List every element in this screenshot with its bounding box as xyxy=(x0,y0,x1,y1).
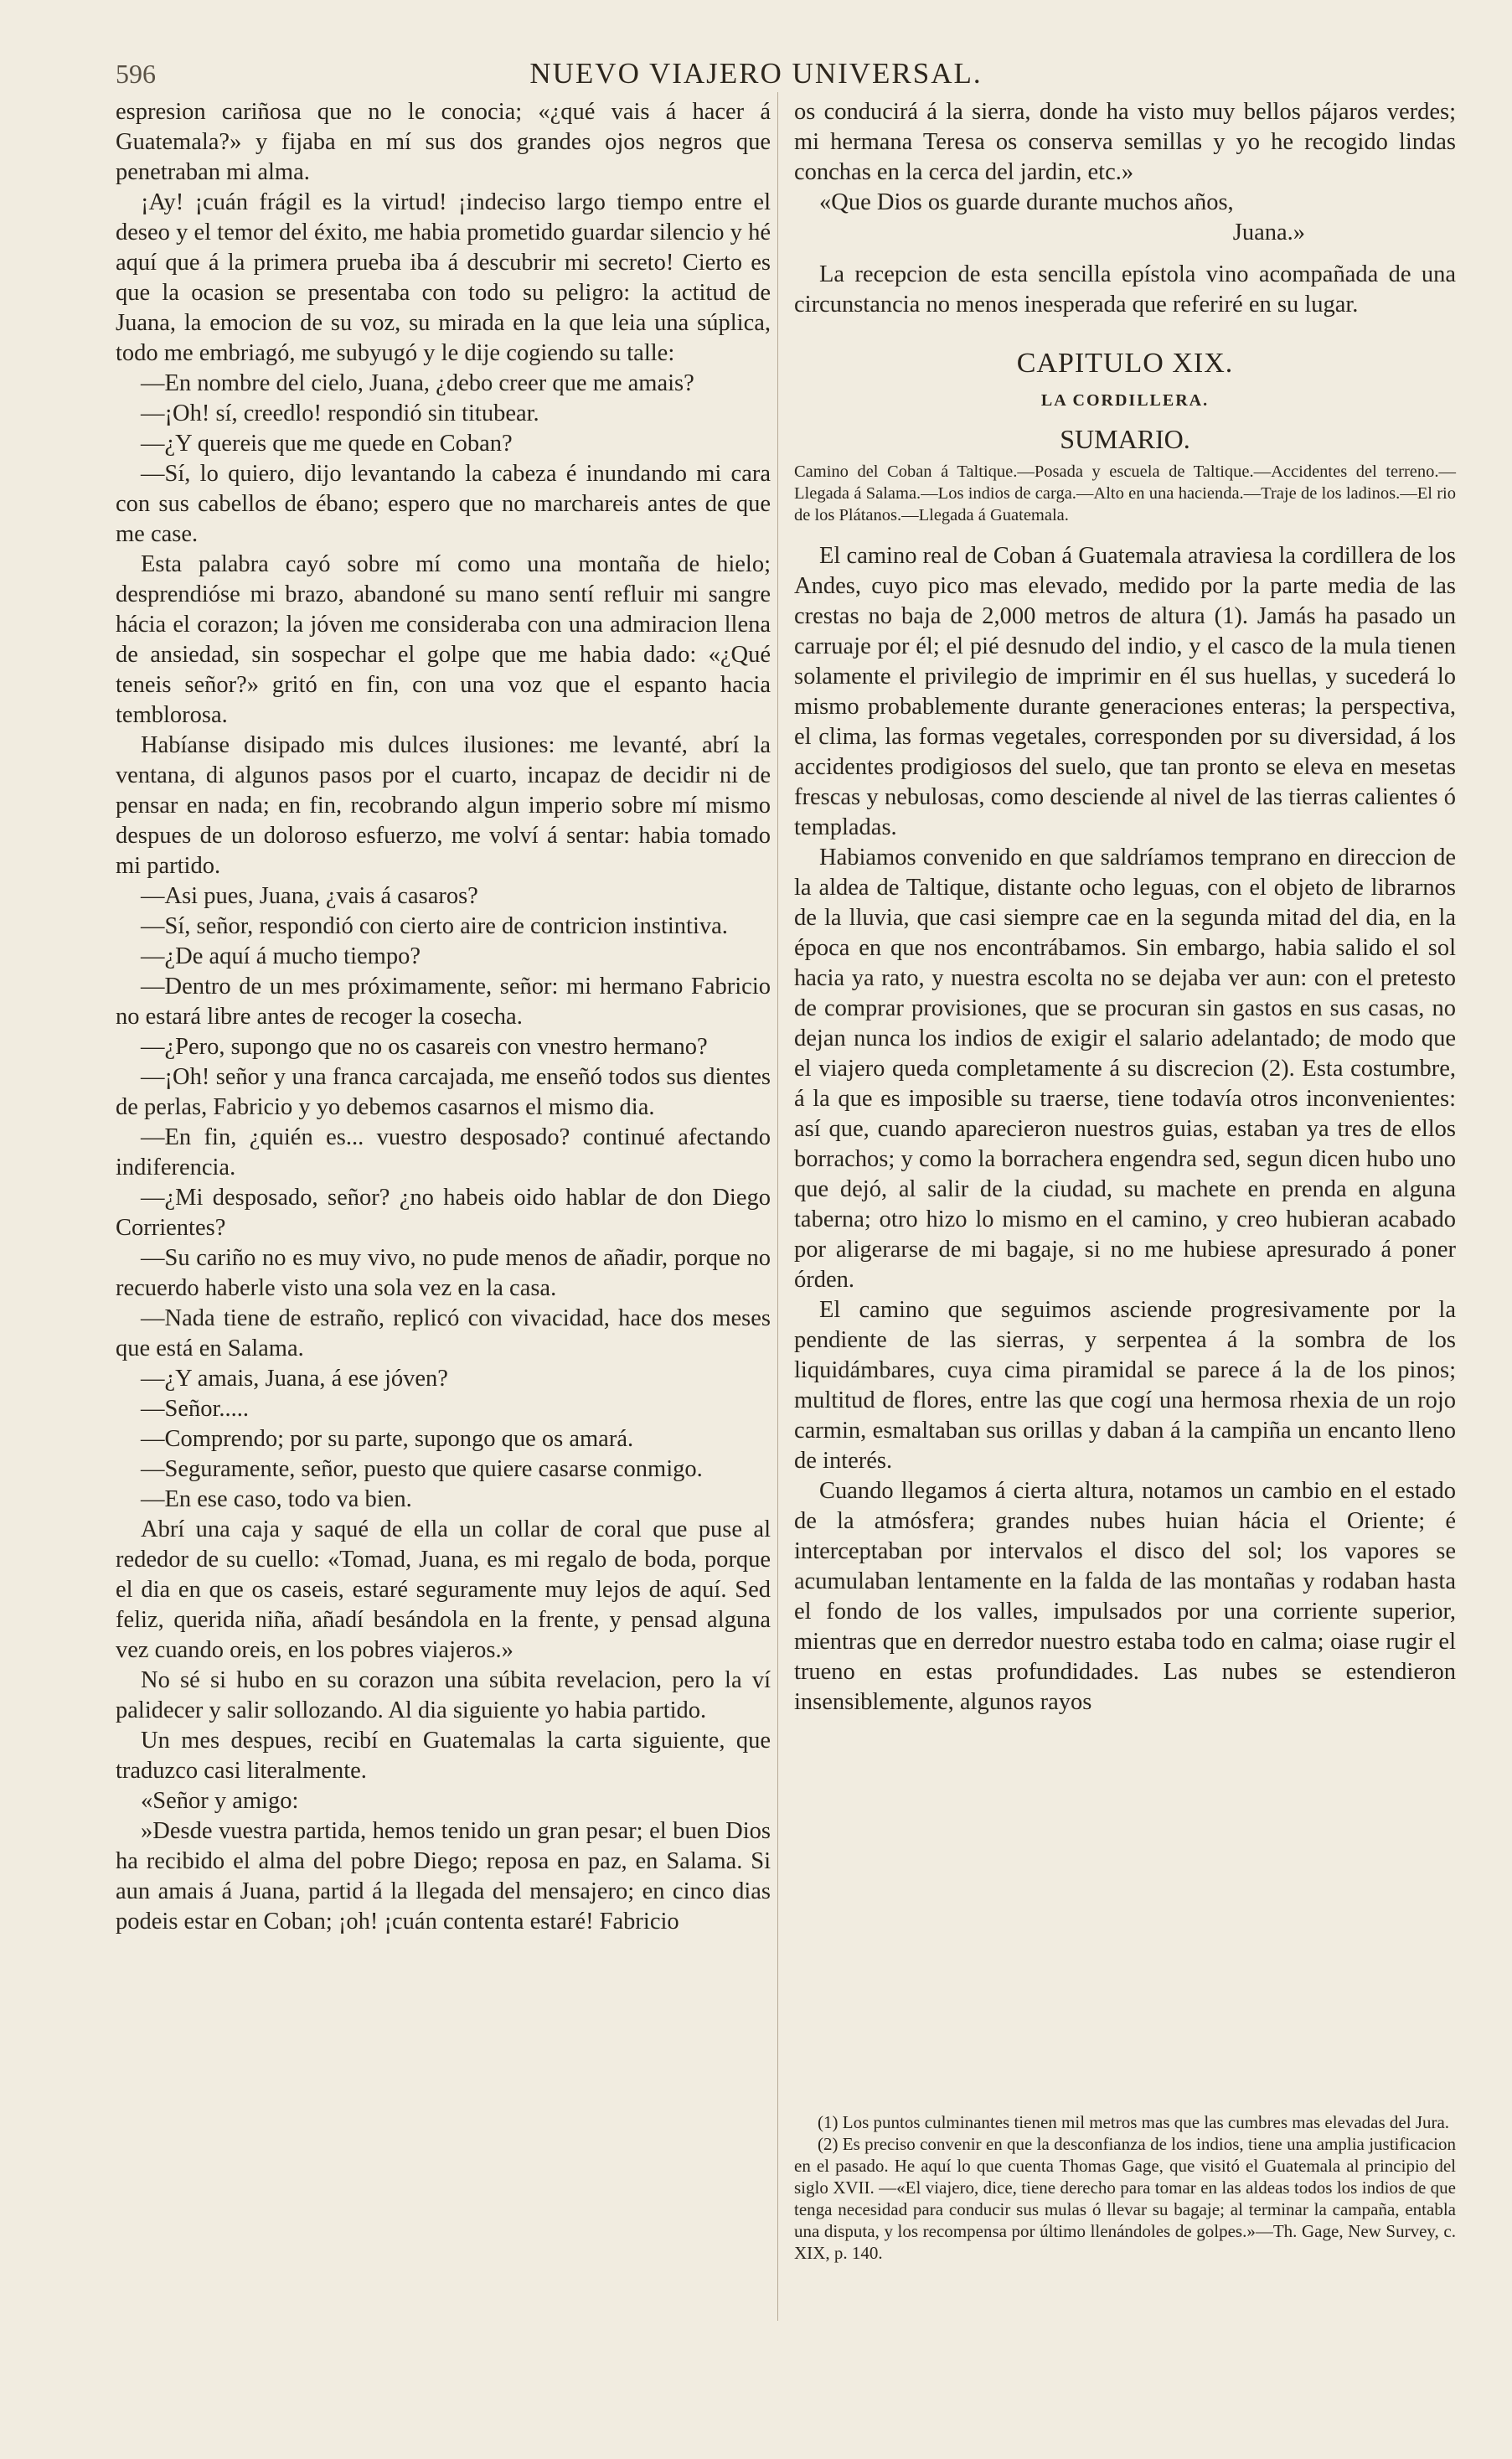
footnote: (2) Es preciso convenir en que la desconfianza de los indios, tiene una amplia justificacion en el pasado. He aquí lo que cuenta Thomas Gage, que visitó el Guatemala al principio del siglo XVII. —«El viajero, dice, tiene derecho para tomar en las aldeas todos los indios de que tenga necesidad para conducir sus mulas ó llevar su bagaje; al terminar la campaña, entabla una disputa, y los recompensa por último llenándoles de golpes.»—Th. Gage, New Survey, c. XIX, p. 140. xyxy=(794,2134,1456,2263)
paragraph: os conducirá á la sierra, donde ha visto muy bellos pájaros verdes; mi hermana Teresa os conserva semillas y yo he recogido lindas conchas en la cerca del jardin, etc.» xyxy=(794,99,1456,185)
letter-signature: Juana.» xyxy=(1232,220,1305,245)
paragraph: Un mes despues, recibí en Guatemalas la carta siguiente, que traduzco casi literalmente. xyxy=(116,1728,771,1784)
column-divider xyxy=(777,92,778,2321)
chapter-title: CAPITULO XIX. xyxy=(1016,348,1234,379)
paragraph: Esta palabra cayó sobre mí como una montaña de hielo; desprendióse mi brazo, abandoné su mano sentí refluir mi sangre hácia el corazon; la jóven me consideraba con una admiracion llena de ansiedad, sin sospechar el golpe que me habia dado: «¿Qué teneis señor?» gritó en fin, con una voz que el espanto hacia temblorosa. xyxy=(116,551,771,728)
paragraph: —¿Y amais, Juana, á ese jóven? xyxy=(141,1366,448,1392)
footnote: (1) Los puntos culminantes tienen mil metros mas que las cumbres mas elevadas del Jura. xyxy=(818,2112,1450,2132)
paragraph: —En ese caso, todo va bien. xyxy=(141,1486,412,1512)
paragraph: La recepcion de esta sencilla epístola vino acompañada de una circunstancia no menos inesperada que referiré en su lugar. xyxy=(794,261,1456,318)
paragraph: espresion cariñosa que no le conocia; «¿qué vais á hacer á Guatemala?» y fijaba en mí sus dos grandes ojos negros que penetraban mi alma. xyxy=(116,99,771,185)
paragraph: Habíanse disipado mis dulces ilusiones: me levanté, abrí la ventana, di algunos pasos por el cuarto, incapaz de decidir ni de pensar en nada; en fin, recobrando algun imperio sobre mí mismo despues de un doloroso esfuerzo, me volví á sentar: habia tomado mi partido. xyxy=(116,732,771,879)
paragraph: —Señor..... xyxy=(141,1396,250,1422)
running-title: NUEVO VIAJERO UNIVERSAL. xyxy=(529,57,983,90)
paragraph: No sé si hubo en su corazon una súbita revelacion, pero la ví palidecer y salir sollozando. Al dia siguiente yo habia partido. xyxy=(116,1667,771,1723)
paragraph: —Nada tiene de estraño, replicó con vivacidad, hace dos meses que está en Salama. xyxy=(116,1305,771,1361)
letter-closing: «Que Dios os guarde durante muchos años, xyxy=(819,189,1234,215)
paragraph: —¿De aquí á mucho tiempo? xyxy=(141,943,421,969)
paragraph: —Comprendo; por su parte, supongo que os amará. xyxy=(141,1426,634,1452)
paragraph: —Asi pues, Juana, ¿vais á casaros? xyxy=(141,883,478,909)
paragraph: —¿Y quereis que me quede en Coban? xyxy=(141,431,513,457)
paragraph: »Desde vuestra partida, hemos tenido un gran pesar; el buen Dios ha recibido el alma del pobre Diego; reposa en paz, en Salama. Si aun amais á Juana, partid á la llegada del mensajero; en cinco dias podeis estar en Coban; ¡oh! ¡cuán contenta estaré! Fabricio xyxy=(116,1818,771,1935)
paragraph: —¡Oh! señor y una franca carcajada, me enseñó todos sus dientes de perlas, Fabricio y yo debemos casarnos el mismo dia. xyxy=(116,1064,771,1120)
paragraph: El camino real de Coban á Guatemala atraviesa la cordillera de los Andes, cuyo pico mas elevado, medido por la parte media de las crestas no baja de 2,000 metros de altura (1). Jamás ha pasado un carruaje por él; el pié desnudo del indio, y el casco de la mula tienen solamente el privilegio de imprimir en él sus huellas, y sucederá lo mismo probablemente durante generaciones enteras; la perspectiva, el clima, las formas vegetales, corresponden por su diversidad, á los accidentes prodigiosos del suelo, que tan pronto se eleva en mesetas frescas y nebulosas, como desciende al nivel de las tierras calientes ó templadas. xyxy=(794,543,1456,840)
chapter-subtitle: LA CORDILLERA. xyxy=(1040,391,1210,410)
paragraph: —Su cariño no es muy vivo, no pude menos de añadir, porque no recuerdo haberle visto una sola vez en la casa. xyxy=(116,1245,771,1301)
summary-text: Camino del Coban á Taltique.—Posada y escuela de Taltique.—Accidentes del terreno.—Llegada á Salama.—Los indios de carga.—Alto en una hacienda.—Traje de los ladinos.—El rio de los Plátanos.—Llegada á Guatemala. xyxy=(794,462,1456,524)
right-column xyxy=(794,97,1456,1718)
paragraph: —Seguramente, señor, puesto que quiere casarse conmigo. xyxy=(141,1456,703,1482)
footnotes xyxy=(794,2111,1456,2264)
page-number: 596 xyxy=(116,59,156,89)
left-column xyxy=(116,97,771,1937)
paragraph: —¿Mi desposado, señor? ¿no habeis oido hablar de don Diego Corrientes? xyxy=(116,1185,771,1241)
paragraph: —¿Pero, supongo que no os casareis con vnestro hermano? xyxy=(141,1034,708,1060)
paragraph: —En nombre del cielo, Juana, ¿debo creer que me amais? xyxy=(141,370,694,396)
paragraph: —Sí, señor, respondió con cierto aire de contricion instintiva. xyxy=(141,913,728,939)
paragraph: Cuando llegamos á cierta altura, notamos un cambio en el estado de la atmósfera; grandes nubes huian hácia el Oriente; é interceptaban por intervalos el disco del sol; los vapores se acumulaban lentamente en la falda de las montañas y rodaban hasta el fondo de los valles, impulsados por una corriente superior, mientras que en derredor nuestro estaba todo en calma; oiase rugir el trueno en estas profundidades. Las nubes se estendieron insensiblemente, algunos rayos xyxy=(794,1478,1456,1715)
paragraph: —En fin, ¿quién es... vuestro desposado? continué afectando indiferencia. xyxy=(116,1124,771,1180)
paragraph: Abrí una caja y saqué de ella un collar de coral que puse al rededor de su cuello: «Tomad, Juana, es mi regalo de boda, porque el dia en que os caseis, estaré seguramente muy lejos de aquí. Sed feliz, querida niña, añadí besándola en la frente, y pensad alguna vez cuando oreis, en los pobres viajeros.» xyxy=(116,1516,771,1663)
paragraph: —Sí, lo quiero, dijo levantando la cabeza é inundando mi cara con sus cabellos de ébano; espero que no marchareis antes de que me case. xyxy=(116,461,771,547)
paragraph: —¡Oh! sí, creedlo! respondió sin titubear. xyxy=(141,400,539,426)
paragraph: —Dentro de un mes próximamente, señor: mi hermano Fabricio no estará libre antes de recoger la cosecha. xyxy=(116,974,771,1030)
paragraph: «Señor y amigo: xyxy=(141,1788,299,1814)
summary-title: SUMARIO. xyxy=(1060,424,1190,454)
paragraph: El camino que seguimos asciende progresivamente por la pendiente de las sierras, y serpentea á la sombra de los liquidámbares, cuya cima piramidal se parece á la de los pinos; multitud de flores, entre las que cogí una hermosa rhexia de un rojo carmin, esmaltaban sus orillas y daban á la campiña un encanto lleno de interés. xyxy=(794,1297,1456,1474)
paragraph: Habiamos convenido en que saldríamos temprano en direccion de la aldea de Taltique, distante ocho leguas, con el objeto de librarnos de la lluvia, que casi siempre cae en la segunda mitad del dia, en la época en que nos encontrábamos. Sin embargo, habia salido el sol hacia ya rato, y nuestra escolta no se dejaba ver aun: con el pretesto de comprar provisiones, que se procuran sin gastos en sus casas, no dejan nunca los indios de exigir el salario adelantado; de modo que el viajero queda completamente á su discrecion (2). Esta costumbre, á la que es imposible su traerse, tiene todavía otros inconvenientes: así que, cuando aparecieron nuestros guias, estaban ya tres de ellos borrachos; y como la borrachera engendra sed, segun dicen hubo uno que dejó, al salir de la ciudad, su machete en prenda en alguna taberna; otro hizo lo mismo en el camino, y creo hubieran acabado por aligerarse de mi bagaje, si no me hubiese apresurado á poner órden. xyxy=(794,845,1456,1293)
paragraph: ¡Ay! ¡cuán frágil es la virtud! ¡indeciso largo tiempo entre el deseo y el temor del éxito, me habia prometido guardar silencio y hé aquí que á la primera prueba iba á descubrir mi secreto! Cierto es que la ocasion se presentaba con todo su peligro: la actitud de Juana, la emocion de su voz, su mirada en la que leia una súplica, todo me embriagó, me subyugó y le dije cogiendo su talle: xyxy=(116,189,771,366)
